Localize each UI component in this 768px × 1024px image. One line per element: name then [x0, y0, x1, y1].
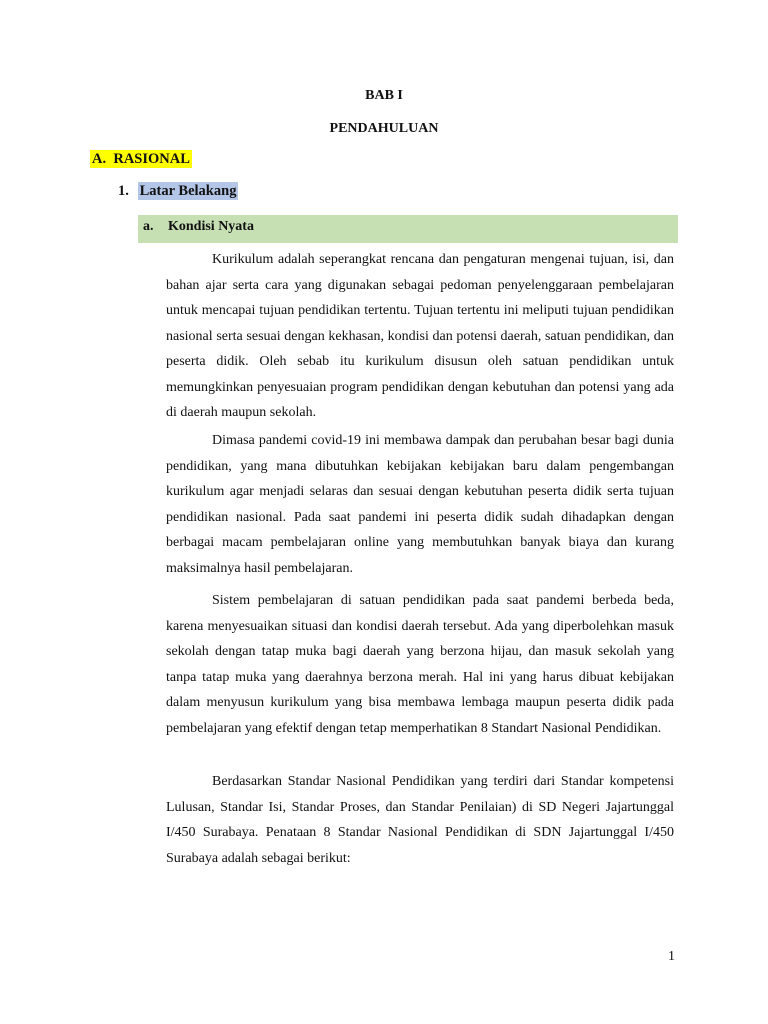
section-1-heading — [118, 183, 238, 200]
section-a-heading — [90, 151, 192, 168]
paragraph-3: Sistem pembelajaran di satuan pendidikan pada saat pandemi berbeda beda, karena menyesuaikan situasi dan kondisi daerah tersebut. Ada yang diperbolehkan masuk sekolah dengan tatap muka bagi daerah yang berzona hijau, dan masuk sekolah yang tanpa tatap muka yang daerahnya berzona merah. Hal ini yang harus dibuat kebijakan dalam menyusun kurikulum yang bisa membawa lembaga maupun peserta didik pada pembelajaran yang efektif dengan tetap memperhatikan 8 Standart Nasional Pendidikan. — [166, 593, 674, 736]
chapter-heading: BAB I — [365, 88, 403, 103]
subsection-a-letter: a. — [143, 219, 154, 234]
chapter-title: PENDAHULUAN — [329, 121, 439, 136]
subsection-a-title: Kondisi Nyata — [168, 219, 254, 234]
paragraph-1: Kurikulum adalah seperangkat rencana dan pengaturan mengenai tujuan, isi, dan bahan ajar serta cara yang digunakan sebagai pedoman penyelenggaraan pembelajaran untuk mencapai tujuan pendidikan tertentu. Tujuan tertentu ini meliputi tujuan pendidikan nasional serta sesuai dengan kekhasan, kondisi dan potensi daerah, satuan pendidikan, dan peserta didik. Oleh sebab itu kurikulum disusun oleh satuan pendidikan untuk memungkinkan penyesuaian program pendidikan dengan kebutuhan dan potensi yang ada di daerah maupun sekolah. — [166, 252, 674, 420]
page-number: 1 — [668, 949, 675, 964]
section-a-highlight — [90, 150, 192, 168]
subsection-a-heading — [138, 215, 678, 243]
section-1-title: Latar Belakang — [139, 183, 237, 199]
paragraph-4: Berdasarkan Standar Nasional Pendidikan yang terdiri dari Standar kompetensi Lulusan, Standar Isi, Standar Proses, dan Standar Penilaian) di SD Negeri Jajartunggal I/450 Surabaya. Penataan 8 Standar Nasional Pendidikan di SDN Jajartunggal I/450 Surabaya adalah sebagai berikut: — [166, 774, 674, 866]
section-a-title: RASIONAL — [113, 151, 190, 167]
section-a-letter: A. — [92, 151, 107, 167]
paragraph-2: Dimasa pandemi covid-19 ini membawa dampak dan perubahan besar bagi dunia pendidikan, yang mana dibutuhkan kebijakan kebijakan baru dalam pengembangan kurikulum agar menjadi selaras dan sesuai dengan kebutuhan peserta didik serta tujuan pendidikan nasional. Pada saat pandemi ini peserta didik sudah dihadapkan dengan berbagai macam pembelajaran online yang membutuhkan banyak biaya dan kurang maksimalnya hasil pembelajaran. — [166, 433, 674, 576]
section-1-number: 1. — [118, 183, 129, 199]
